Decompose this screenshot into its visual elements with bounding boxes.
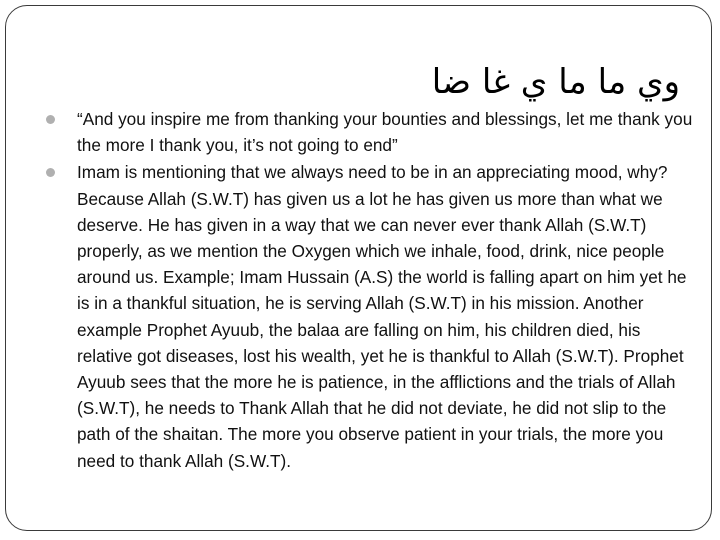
bullet-item <box>58 106 698 158</box>
arabic-title: وي ما ما ي غا ضا <box>431 62 680 102</box>
bullet-text: “And you inspire me from thanking your bounties and blessings, let me thank you the more I thank you, it’s not going to end” <box>77 109 693 156</box>
bullet-text: Imam is mentioning that we always need to be in an appreciating mood, why? Because Allah (S.W.T) has given us a lot he has given us more than what we deserve. He has given in a way that we can never ever thank Allah (S.W.T) properly, as we mention the Oxygen which we inhale, food, drink, nice people around us. Example; Imam Hussain (A.S) the world is falling apart on him yet he is in a thankful situation, he is serving Allah (S.W.T) in his mission. Another example Prophet Ayuub, the balaa are falling on him, his children died, his relative got diseases, lost his wealth, yet he is thankful to Allah (S.W.T). Prophet Ayuub sees that the more he is patience, in the afflictions and the trials of Allah (S.W.T), he needs to Thank Allah that he did not deviate, he did not slip to the path of the shaitan. The more you observe patient in your trials, the more you need to thank Allah (S.W.T). <box>77 162 687 471</box>
bullet-dot-icon <box>46 115 55 124</box>
bullet-item <box>58 159 698 473</box>
bullet-list <box>58 106 698 475</box>
